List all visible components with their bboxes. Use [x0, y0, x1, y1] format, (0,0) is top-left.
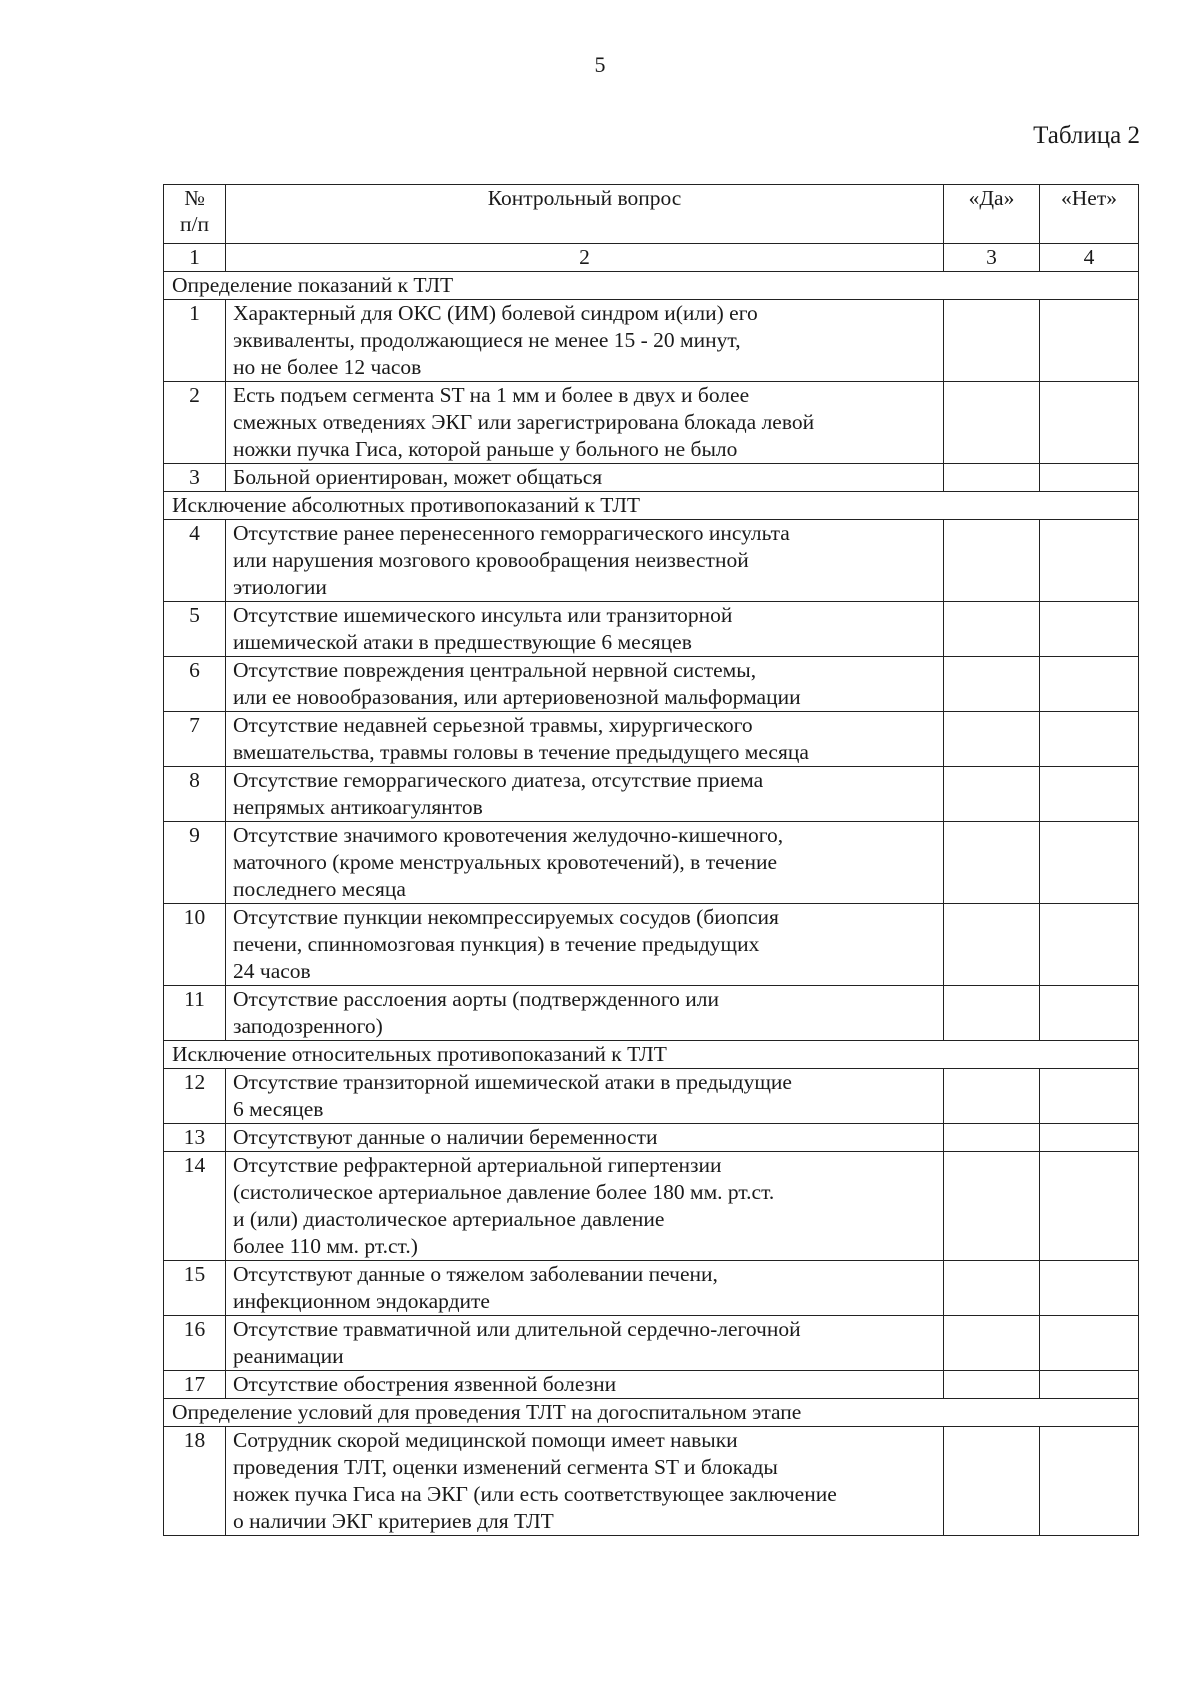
row-question: Отсутствие рефрактерной артериальной гипертензии (систолическое артериальное давление более 180 мм. рт.ст. и (или) диастолическое артериальное давление более 110 мм. рт.ст.)	[226, 1152, 944, 1261]
header-question	[226, 185, 944, 244]
table-row	[164, 1152, 1139, 1261]
answer-yes-cell[interactable]	[944, 300, 1040, 382]
row-number: 5	[164, 602, 226, 657]
answer-yes-cell[interactable]	[944, 602, 1040, 657]
row-number: 6	[164, 657, 226, 712]
answer-yes-cell[interactable]	[944, 1316, 1040, 1371]
header-question-label: Контрольный вопрос	[487, 186, 682, 210]
row-question: Характерный для ОКС (ИМ) болевой синдром и(или) его эквиваленты, продолжающиеся не менее 15 - 20 минут, но не более 12 часов	[226, 300, 944, 382]
row-question: Сотрудник скорой медицинской помощи имеет навыки проведения ТЛТ, оценки изменений сегмента ST и блокады ножек пучка Гиса на ЭКГ (или есть соответствующее заключение о наличии ЭКГ критериев для ТЛТ	[226, 1427, 944, 1536]
section-title: Исключение абсолютных противопоказаний к ТЛТ	[164, 492, 1139, 520]
row-question: Больной ориентирован, может общаться	[226, 464, 944, 492]
answer-no-cell[interactable]	[1040, 602, 1139, 657]
column-number-1: 1	[164, 244, 226, 272]
answer-yes-cell[interactable]	[944, 1069, 1040, 1124]
header-row	[164, 185, 1139, 244]
row-question: Отсутствие обострения язвенной болезни	[226, 1371, 944, 1399]
answer-yes-cell[interactable]	[944, 382, 1040, 464]
row-question: Отсутствие повреждения центральной нервной системы, или ее новообразования, или артериовенозной мальформации	[226, 657, 944, 712]
row-number: 18	[164, 1427, 226, 1536]
answer-yes-cell[interactable]	[944, 1427, 1040, 1536]
section-row	[164, 1041, 1139, 1069]
answer-no-cell[interactable]	[1040, 464, 1139, 492]
section-row	[164, 1399, 1139, 1427]
answer-yes-cell[interactable]	[944, 822, 1040, 904]
table-row	[164, 602, 1139, 657]
answer-no-cell[interactable]	[1040, 767, 1139, 822]
row-number: 15	[164, 1261, 226, 1316]
table-row	[164, 464, 1139, 492]
header-no	[1040, 185, 1139, 244]
answer-no-cell[interactable]	[1040, 712, 1139, 767]
answer-no-cell[interactable]	[1040, 657, 1139, 712]
row-question: Отсутствие транзиторной ишемической атаки в предыдущие 6 месяцев	[226, 1069, 944, 1124]
row-number: 13	[164, 1124, 226, 1152]
answer-yes-cell[interactable]	[944, 1261, 1040, 1316]
answer-no-cell[interactable]	[1040, 1316, 1139, 1371]
header-num-label: № п/п	[180, 186, 209, 236]
section-title: Определение условий для проведения ТЛТ на догоспитальном этапе	[164, 1399, 1139, 1427]
row-number: 10	[164, 904, 226, 986]
answer-no-cell[interactable]	[1040, 382, 1139, 464]
row-question: Отсутствие ишемического инсульта или транзиторной ишемической атаки в предшествующие 6 месяцев	[226, 602, 944, 657]
answer-yes-cell[interactable]	[944, 657, 1040, 712]
row-question: Отсутствие травматичной или длительной сердечно-легочной реанимации	[226, 1316, 944, 1371]
answer-yes-cell[interactable]	[944, 904, 1040, 986]
answer-no-cell[interactable]	[1040, 822, 1139, 904]
section-row	[164, 492, 1139, 520]
row-question: Отсутствие ранее перенесенного геморрагического инсульта или нарушения мозгового кровообращения неизвестной этиологии	[226, 520, 944, 602]
answer-no-cell[interactable]	[1040, 1261, 1139, 1316]
row-number: 3	[164, 464, 226, 492]
column-number-4: 4	[1040, 244, 1139, 272]
row-number: 2	[164, 382, 226, 464]
table-row	[164, 767, 1139, 822]
table-row	[164, 1124, 1139, 1152]
header-yes-label: «Да»	[968, 186, 1015, 210]
answer-yes-cell[interactable]	[944, 464, 1040, 492]
row-number: 9	[164, 822, 226, 904]
answer-no-cell[interactable]	[1040, 986, 1139, 1041]
answer-yes-cell[interactable]	[944, 986, 1040, 1041]
answer-yes-cell[interactable]	[944, 1124, 1040, 1152]
answer-no-cell[interactable]	[1040, 904, 1139, 986]
section-row	[164, 272, 1139, 300]
table-row	[164, 1427, 1139, 1536]
row-question: Отсутствуют данные о тяжелом заболевании печени, инфекционном эндокардите	[226, 1261, 944, 1316]
answer-yes-cell[interactable]	[944, 712, 1040, 767]
table-row	[164, 520, 1139, 602]
page-number: 5	[594, 52, 606, 77]
table-row	[164, 904, 1139, 986]
column-number-2: 2	[226, 244, 944, 272]
answer-no-cell[interactable]	[1040, 520, 1139, 602]
row-question: Отсутствие пункции некомпрессируемых сосудов (биопсия печени, спинномозговая пункция) в течение предыдущих 24 часов	[226, 904, 944, 986]
checklist-table	[163, 184, 1139, 1536]
table-row	[164, 1316, 1139, 1371]
answer-no-cell[interactable]	[1040, 1427, 1139, 1536]
answer-yes-cell[interactable]	[944, 520, 1040, 602]
section-title: Исключение относительных противопоказаний к ТЛТ	[164, 1041, 1139, 1069]
row-question: Отсутствие геморрагического диатеза, отсутствие приема непрямых антикоагулянтов	[226, 767, 944, 822]
column-number-3: 3	[944, 244, 1040, 272]
table-row	[164, 712, 1139, 767]
row-question: Отсутствие недавней серьезной травмы, хирургического вмешательства, травмы головы в течение предыдущего месяца	[226, 712, 944, 767]
row-number: 17	[164, 1371, 226, 1399]
row-question: Отсутствие расслоения аорты (подтвержденного или заподозренного)	[226, 986, 944, 1041]
table-row	[164, 382, 1139, 464]
row-number: 11	[164, 986, 226, 1041]
table-row	[164, 822, 1139, 904]
column-number-row	[164, 244, 1139, 272]
answer-no-cell[interactable]	[1040, 1371, 1139, 1399]
answer-no-cell[interactable]	[1040, 1069, 1139, 1124]
table-row	[164, 986, 1139, 1041]
answer-no-cell[interactable]	[1040, 1124, 1139, 1152]
row-question: Есть подъем сегмента ST на 1 мм и более в двух и более смежных отведениях ЭКГ или зарегистрирована блокада левой ножки пучка Гиса, которой раньше у больного не было	[226, 382, 944, 464]
header-yes	[944, 185, 1040, 244]
row-number: 7	[164, 712, 226, 767]
row-number: 16	[164, 1316, 226, 1371]
header-num	[164, 185, 226, 244]
section-title: Определение показаний к ТЛТ	[164, 272, 1139, 300]
checklist-table-body	[164, 185, 1139, 1536]
row-number: 14	[164, 1152, 226, 1261]
answer-yes-cell[interactable]	[944, 1152, 1040, 1261]
answer-no-cell[interactable]	[1040, 300, 1139, 382]
row-question: Отсутствие значимого кровотечения желудочно-кишечного, маточного (кроме менструальных кровотечений), в течение последнего месяца	[226, 822, 944, 904]
table-row	[164, 657, 1139, 712]
header-no-label: «Нет»	[1061, 186, 1117, 210]
row-question: Отсутствуют данные о наличии беременности	[226, 1124, 944, 1152]
answer-yes-cell[interactable]	[944, 767, 1040, 822]
answer-yes-cell[interactable]	[944, 1371, 1040, 1399]
table-row	[164, 300, 1139, 382]
row-number: 12	[164, 1069, 226, 1124]
row-number: 4	[164, 520, 226, 602]
table-row	[164, 1371, 1139, 1399]
row-number: 8	[164, 767, 226, 822]
table-row	[164, 1261, 1139, 1316]
answer-no-cell[interactable]	[1040, 1152, 1139, 1261]
table-row	[164, 1069, 1139, 1124]
row-number: 1	[164, 300, 226, 382]
table-label: Таблица 2	[1033, 122, 1140, 149]
